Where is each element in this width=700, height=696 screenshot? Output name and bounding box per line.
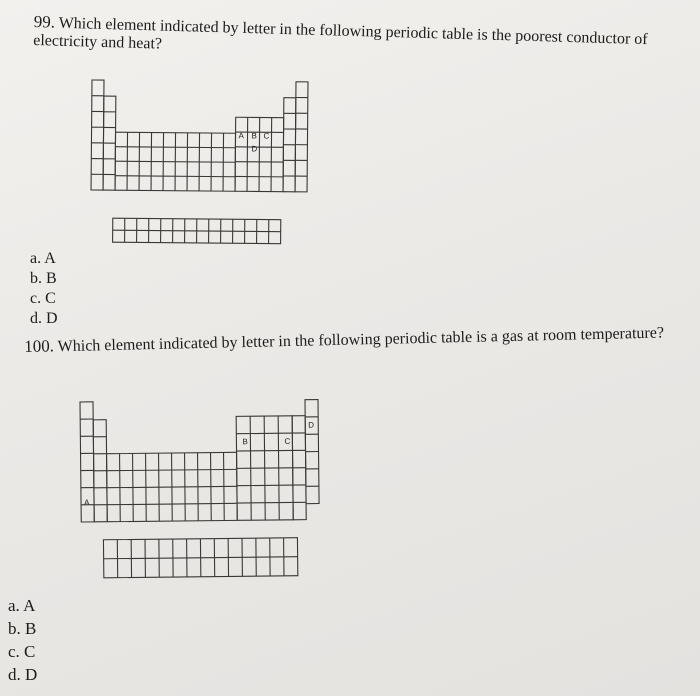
periodic-table-2 <box>80 400 320 578</box>
grid-line <box>107 469 237 470</box>
question-100-prompt: Which element indicated by letter in the following periodic table is a gas at room temperature? <box>57 324 665 356</box>
q99-option-c: c. C <box>30 290 56 307</box>
q99-option-d: d. D <box>30 310 58 327</box>
q100-option-b: b. B <box>8 619 37 638</box>
grid-line <box>113 230 281 231</box>
q100-option-c: c. C <box>8 642 36 661</box>
grid-line <box>271 118 272 192</box>
question-99-options <box>30 249 58 329</box>
table1-label-a: A <box>238 131 244 141</box>
grid-line <box>237 450 293 451</box>
table2-label-b: B <box>242 437 248 447</box>
grid-line <box>107 503 237 504</box>
table2-label-d: D <box>308 420 315 430</box>
periodic-table-1 <box>91 80 308 244</box>
table2-label-a: A <box>84 497 90 507</box>
table2-label-c: C <box>284 436 291 446</box>
table1-label-b: B <box>251 131 257 141</box>
grid-line <box>107 486 237 487</box>
grid-line <box>247 117 248 191</box>
grid-line <box>115 176 235 177</box>
question-100-options <box>8 594 37 686</box>
grid-line <box>259 117 260 191</box>
grid-line <box>236 433 292 434</box>
table1-label-c: C <box>263 131 270 141</box>
question-100-number: 100. <box>23 336 55 356</box>
q100-option-a: a. A <box>8 596 36 615</box>
grid-line <box>115 147 235 148</box>
question-99-number: 99. <box>33 12 56 32</box>
grid-line <box>237 468 293 469</box>
q99-option-a: a. A <box>30 250 56 267</box>
q99-option-b: b. B <box>30 270 57 287</box>
table1-label-d: D <box>251 144 258 154</box>
grid-line <box>115 161 235 162</box>
grid-line <box>237 502 293 503</box>
question-99-prompt: Which element indicated by letter in the following periodic table is the poorest conductor of electricity and heat? <box>32 14 648 53</box>
q100-option-d: d. D <box>8 665 38 684</box>
grid-line <box>237 485 293 486</box>
